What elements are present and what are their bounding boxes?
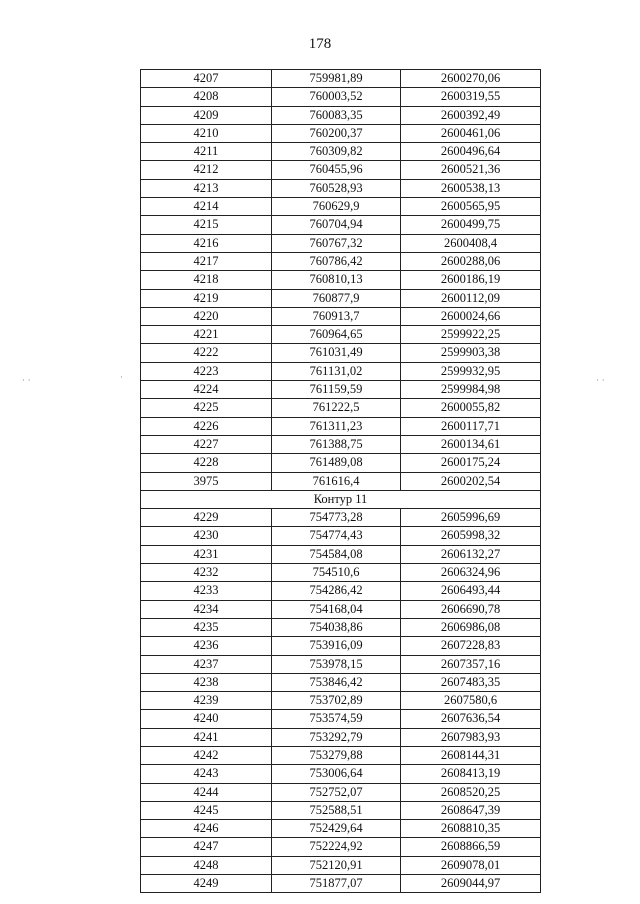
table-row [141,399,541,417]
x-coordinate-cell: 753978,15 [272,655,401,673]
y-coordinate-cell: 2600408,4 [401,234,541,252]
y-coordinate-cell: 2606324,96 [401,564,541,582]
y-coordinate-cell: 2607636,54 [401,710,541,728]
point-number-cell: 4238 [141,673,272,691]
point-number-cell: 4249 [141,875,272,893]
point-number-cell: 4216 [141,234,272,252]
y-coordinate-cell: 2605998,32 [401,527,541,545]
point-number-cell: 4231 [141,545,272,563]
y-coordinate-cell: 2600499,75 [401,216,541,234]
point-number-cell: 4212 [141,161,272,179]
point-number-cell: 4244 [141,783,272,801]
point-number-cell: 4246 [141,820,272,838]
y-coordinate-cell: 2600117,71 [401,417,541,435]
x-coordinate-cell: 761311,23 [272,417,401,435]
table-row [141,856,541,874]
y-coordinate-cell: 2608144,31 [401,746,541,764]
point-number-cell: 4236 [141,637,272,655]
y-coordinate-cell: 2600565,95 [401,198,541,216]
table-row [141,143,541,161]
table-row [141,728,541,746]
table-row [141,454,541,472]
y-coordinate-cell: 2608810,35 [401,820,541,838]
point-number-cell: 4247 [141,838,272,856]
x-coordinate-cell: 752752,07 [272,783,401,801]
x-coordinate-cell: 753279,88 [272,746,401,764]
x-coordinate-cell: 753702,89 [272,692,401,710]
point-number-cell: 4229 [141,509,272,527]
table-row [141,161,541,179]
x-coordinate-cell: 761222,5 [272,399,401,417]
y-coordinate-cell: 2605996,69 [401,509,541,527]
y-coordinate-cell: 2607580,6 [401,692,541,710]
x-coordinate-cell: 760629,9 [272,198,401,216]
table-row [141,564,541,582]
page-number: 178 [308,36,332,52]
table-row [141,106,541,124]
y-coordinate-cell: 2606493,44 [401,582,541,600]
scan-artifact: · · [22,376,31,386]
table-row [141,307,541,325]
y-coordinate-cell: 2599932,95 [401,362,541,380]
table-row [141,545,541,563]
point-number-cell: 4235 [141,618,272,636]
y-coordinate-cell: 2607483,35 [401,673,541,691]
point-number-cell: 4213 [141,179,272,197]
y-coordinate-cell: 2608866,59 [401,838,541,856]
table-row [141,472,541,490]
x-coordinate-cell: 753006,64 [272,765,401,783]
x-coordinate-cell: 760913,7 [272,307,401,325]
scan-artifact: · [120,373,123,383]
y-coordinate-cell: 2600055,82 [401,399,541,417]
table-row [141,618,541,636]
point-number-cell: 4233 [141,582,272,600]
y-coordinate-cell: 2600538,13 [401,179,541,197]
table-row [141,417,541,435]
x-coordinate-cell: 759981,89 [272,70,401,88]
x-coordinate-cell: 761388,75 [272,435,401,453]
point-number-cell: 4226 [141,417,272,435]
scan-artifact: · · [596,376,605,386]
x-coordinate-cell: 760810,13 [272,271,401,289]
point-number-cell: 4237 [141,655,272,673]
y-coordinate-cell: 2606986,08 [401,618,541,636]
table-row [141,124,541,142]
x-coordinate-cell: 761031,49 [272,344,401,362]
x-coordinate-cell: 760455,96 [272,161,401,179]
point-number-cell: 4220 [141,307,272,325]
y-coordinate-cell: 2600134,61 [401,435,541,453]
y-coordinate-cell: 2609044,97 [401,875,541,893]
point-number-cell: 4223 [141,362,272,380]
point-number-cell: 4207 [141,70,272,88]
y-coordinate-cell: 2607983,93 [401,728,541,746]
x-coordinate-cell: 752224,92 [272,838,401,856]
point-number-cell: 4224 [141,381,272,399]
x-coordinate-cell: 753916,09 [272,637,401,655]
x-coordinate-cell: 754774,43 [272,527,401,545]
y-coordinate-cell: 2600521,36 [401,161,541,179]
table-row [141,637,541,655]
table-row [141,765,541,783]
point-number-cell: 4210 [141,124,272,142]
x-coordinate-cell: 760704,94 [272,216,401,234]
table-row [141,838,541,856]
point-number-cell: 4248 [141,856,272,874]
point-number-cell: 4219 [141,289,272,307]
y-coordinate-cell: 2608647,39 [401,801,541,819]
point-number-cell: 4234 [141,600,272,618]
table-row [141,655,541,673]
table-row [141,88,541,106]
x-coordinate-cell: 752429,64 [272,820,401,838]
x-coordinate-cell: 754038,86 [272,618,401,636]
table-row [141,362,541,380]
table-row [141,326,541,344]
point-number-cell: 4232 [141,564,272,582]
section-heading: Контур 11 [141,490,541,508]
x-coordinate-cell: 760964,65 [272,326,401,344]
table-row [141,289,541,307]
x-coordinate-cell: 752120,91 [272,856,401,874]
table-row [141,381,541,399]
y-coordinate-cell: 2600112,09 [401,289,541,307]
table-row [141,216,541,234]
y-coordinate-cell: 2599922,25 [401,326,541,344]
point-number-cell: 4215 [141,216,272,234]
table-row [141,692,541,710]
point-number-cell: 4221 [141,326,272,344]
x-coordinate-cell: 760003,52 [272,88,401,106]
table-row [141,582,541,600]
point-number-cell: 4241 [141,728,272,746]
y-coordinate-cell: 2600496,64 [401,143,541,161]
point-number-cell: 4242 [141,746,272,764]
point-number-cell: 4240 [141,710,272,728]
y-coordinate-cell: 2600319,55 [401,88,541,106]
table-row [141,234,541,252]
table-row [141,252,541,270]
y-coordinate-cell: 2609078,01 [401,856,541,874]
x-coordinate-cell: 754510,6 [272,564,401,582]
y-coordinate-cell: 2600024,66 [401,307,541,325]
table-row [141,875,541,893]
x-coordinate-cell: 753574,59 [272,710,401,728]
point-number-cell: 4245 [141,801,272,819]
table-row [141,527,541,545]
x-coordinate-cell: 752588,51 [272,801,401,819]
x-coordinate-cell: 761489,08 [272,454,401,472]
table-row [141,70,541,88]
y-coordinate-cell: 2607228,83 [401,637,541,655]
y-coordinate-cell: 2599903,38 [401,344,541,362]
y-coordinate-cell: 2600202,54 [401,472,541,490]
x-coordinate-cell: 754168,04 [272,600,401,618]
x-coordinate-cell: 754286,42 [272,582,401,600]
table-row [141,198,541,216]
x-coordinate-cell: 760528,93 [272,179,401,197]
x-coordinate-cell: 754584,08 [272,545,401,563]
point-number-cell: 4214 [141,198,272,216]
table-row [141,509,541,527]
table-row [141,801,541,819]
point-number-cell: 4211 [141,143,272,161]
table-row [141,820,541,838]
point-number-cell: 4209 [141,106,272,124]
y-coordinate-cell: 2607357,16 [401,655,541,673]
y-coordinate-cell: 2608413,19 [401,765,541,783]
y-coordinate-cell: 2600288,06 [401,252,541,270]
x-coordinate-cell: 753292,79 [272,728,401,746]
table-row [141,435,541,453]
x-coordinate-cell: 751877,07 [272,875,401,893]
x-coordinate-cell: 761616,4 [272,472,401,490]
x-coordinate-cell: 753846,42 [272,673,401,691]
y-coordinate-cell: 2606690,78 [401,600,541,618]
table-row [141,600,541,618]
x-coordinate-cell: 760786,42 [272,252,401,270]
table-row [141,783,541,801]
y-coordinate-cell: 2600270,06 [401,70,541,88]
y-coordinate-cell: 2608520,25 [401,783,541,801]
point-number-cell: 4217 [141,252,272,270]
point-number-cell: 4222 [141,344,272,362]
y-coordinate-cell: 2606132,27 [401,545,541,563]
x-coordinate-cell: 760767,32 [272,234,401,252]
table-row [141,746,541,764]
x-coordinate-cell: 761131,02 [272,362,401,380]
table-row [141,179,541,197]
x-coordinate-cell: 760200,37 [272,124,401,142]
x-coordinate-cell: 760877,9 [272,289,401,307]
point-number-cell: 3975 [141,472,272,490]
table-row [141,673,541,691]
point-number-cell: 4239 [141,692,272,710]
point-number-cell: 4208 [141,88,272,106]
y-coordinate-cell: 2600392,49 [401,106,541,124]
point-number-cell: 4227 [141,435,272,453]
x-coordinate-cell: 761159,59 [272,381,401,399]
x-coordinate-cell: 760083,35 [272,106,401,124]
coordinates-table [140,69,541,893]
x-coordinate-cell: 754773,28 [272,509,401,527]
point-number-cell: 4243 [141,765,272,783]
point-number-cell: 4230 [141,527,272,545]
y-coordinate-cell: 2600186,19 [401,271,541,289]
point-number-cell: 4225 [141,399,272,417]
table-row [141,710,541,728]
x-coordinate-cell: 760309,82 [272,143,401,161]
point-number-cell: 4218 [141,271,272,289]
y-coordinate-cell: 2600175,24 [401,454,541,472]
section-heading-row [141,490,541,508]
point-number-cell: 4228 [141,454,272,472]
table-row [141,344,541,362]
y-coordinate-cell: 2599984,98 [401,381,541,399]
table-row [141,271,541,289]
y-coordinate-cell: 2600461,06 [401,124,541,142]
